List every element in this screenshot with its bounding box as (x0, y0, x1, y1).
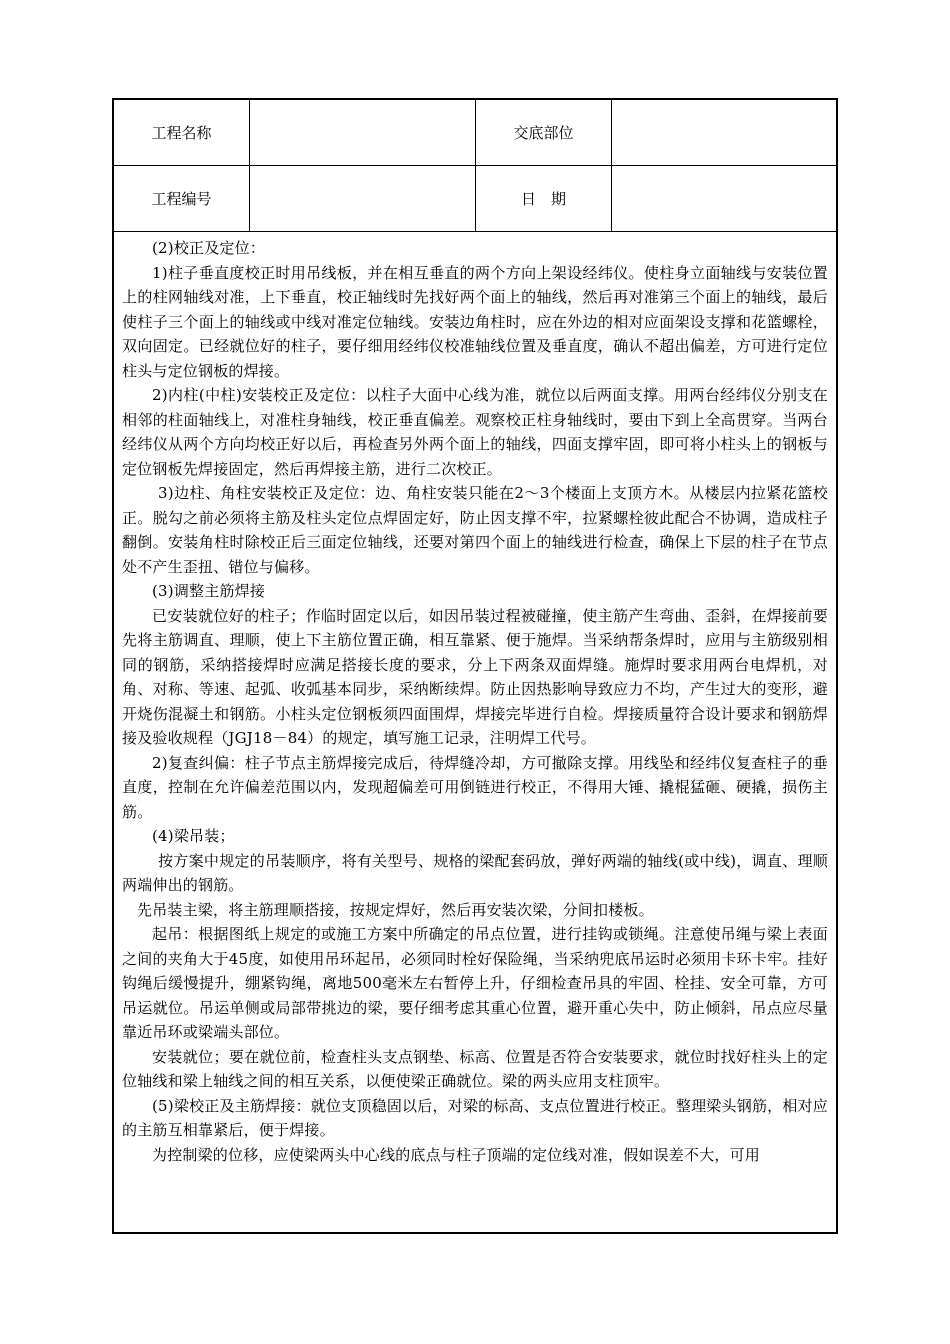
paragraph: 3)边柱、角柱安装校正及定位：边、角柱安装只能在2～3个楼面上支顶方木。从楼层内拉紧花篮校正。脱勾之前必须将主筋及柱头定位点焊固定好，防止因支撑不牢，拉紧螺栓彼此配合不协调，造成柱子翻倒。安装角柱时除校正后三面定位轴线，还要对第四个面上的轴线进行检查，确保上下层的柱子在节点处不产生歪扭、错位与偏移。 (122, 484, 828, 576)
paragraph: 先吊装主梁，将主筋理顺搭接，按规定焊好，然后再安装次梁，分间扣楼板。 (137, 900, 654, 919)
disclosure-part-value[interactable] (612, 100, 836, 166)
disclosure-form (112, 98, 838, 1234)
paragraph: 安装就位；要在就位前，检查柱头支点钢垫、标高、位置是否符合安装要求，就位时找好柱头上的定位轴线和梁上轴线之间的相互关系，以便使梁正确就位。梁的两头应用支柱顶牢。 (122, 1047, 828, 1090)
paragraph: 1)柱子垂直度校正时用吊线板，并在相互垂直的两个方向上架设经纬仪。使柱身立面轴线与安装位置上的柱网轴线对准，上下垂直，校正轴线时先找好两个面上的轴线，然后再对准第三个面上的轴线，最后使柱子三个面上的轴线或中线对准定位轴线。安装边角柱时，应在外边的相对应面架设支撑和花篮螺栓，双向固定。已经就位好的柱子，要仔细用经纬仪校准轴线位置及垂直度，确认不超出偏差，方可进行定位柱头与定位钢板的焊接。 (122, 263, 828, 380)
content-body (114, 232, 836, 1232)
paragraph: 为控制梁的位移，应使梁两头中心线的底点与柱子顶端的定位线对准，假如误差不大，可用 (152, 1145, 761, 1164)
paragraph: 2)内柱(中柱)安装校正及定位：以柱子大面中心线为准，就位以后两面支撑。用两台经纬仪分别支在相邻的柱面轴线上，对准柱身轴线，校正垂直偏差。观察校正柱身轴线时，要由下到上全高贯穿。当两台经纬仪从两个方向均校正好以后，再检查另外两个面上的轴线，四面支撑牢固，即可将小柱头上的钢板与定位钢板先焊接固定，然后再焊接主筋，进行二次校正。 (122, 386, 828, 478)
paragraph: 2)复查纠偏：柱子节点主筋焊接完成后，待焊缝冷却，方可撤除支撑。用线坠和经纬仪复查柱子的垂直度，控制在允许偏差范围以内，发现超偏差可用倒链进行校正，不得用大锤、撬棍猛砸、硬撬，损伤主筋。 (122, 753, 828, 821)
project-number-value[interactable] (250, 166, 476, 232)
project-name-value[interactable] (250, 100, 476, 166)
section-heading: (4)梁吊装； (152, 827, 235, 845)
paragraph: (5)梁校正及主筋焊接：就位支顶稳固以后，对梁的标高、支点位置进行校正。整理梁头钢筋，相对应的主筋互相靠紧后，便于焊接。 (122, 1096, 828, 1139)
section-heading: (2)校正及定位： (152, 239, 266, 257)
date-value[interactable] (612, 166, 836, 232)
paragraph: 起吊：根据图纸上规定的或施工方案中所确定的吊点位置，进行挂钩或锁绳。注意使吊绳与梁上表面之间的夹角大于45度，如使用吊环起吊，必须同时栓好保险绳，当采纳兜底吊运时必须用卡环卡牢。挂好钩绳后缓慢提升，绷紧钩绳，离地500毫米左右暂停上升，仔细检查吊具的牢固、栓挂、安全可靠，方可吊运就位。吊运单侧或局部带挑边的梁，要仔细考虑其重心位置，避开重心失中，防止倾斜，吊点应尽量靠近吊环或梁端头部位。 (122, 925, 828, 1041)
paragraph: 按方案中规定的吊装顺序，将有关型号、规格的梁配套码放，弹好两端的轴线(或中线)，调直、理顺两端伸出的钢筋。 (122, 851, 828, 894)
header-grid (114, 100, 836, 232)
project-number-label: 工程编号 (114, 166, 250, 232)
date-label: 日 期 (476, 166, 612, 232)
disclosure-part-label: 交底部位 (476, 100, 612, 166)
paragraph: 已安装就位好的柱子；作临时固定以后，如因吊装过程被碰撞，使主筋产生弯曲、歪斜，在焊接前要先将主筋调直、理顺，使上下主筋位置正确，相互靠紧、便于施焊。当采纳帮条焊时，应用与主筋级别相同的钢筋，采纳搭接焊时应满足搭接长度的要求，分上下两条双面焊缝。施焊时要求用两台电焊机，对角、对称、等速、起弧、收弧基本同步，采纳断续焊。防止因热影响导致应力不均，产生过大的变形，避开烧伤混凝土和钢筋。小柱头定位钢板须四面围焊，焊接完毕进行自检。焊接质量符合设计要求和钢筋焊接及验收规程（JGJ18－84）的规定，填写施工记录，注明焊工代号。 (122, 606, 828, 747)
project-name-label: 工程名称 (114, 100, 250, 166)
section-heading: (3)调整主筋焊接 (152, 582, 266, 600)
